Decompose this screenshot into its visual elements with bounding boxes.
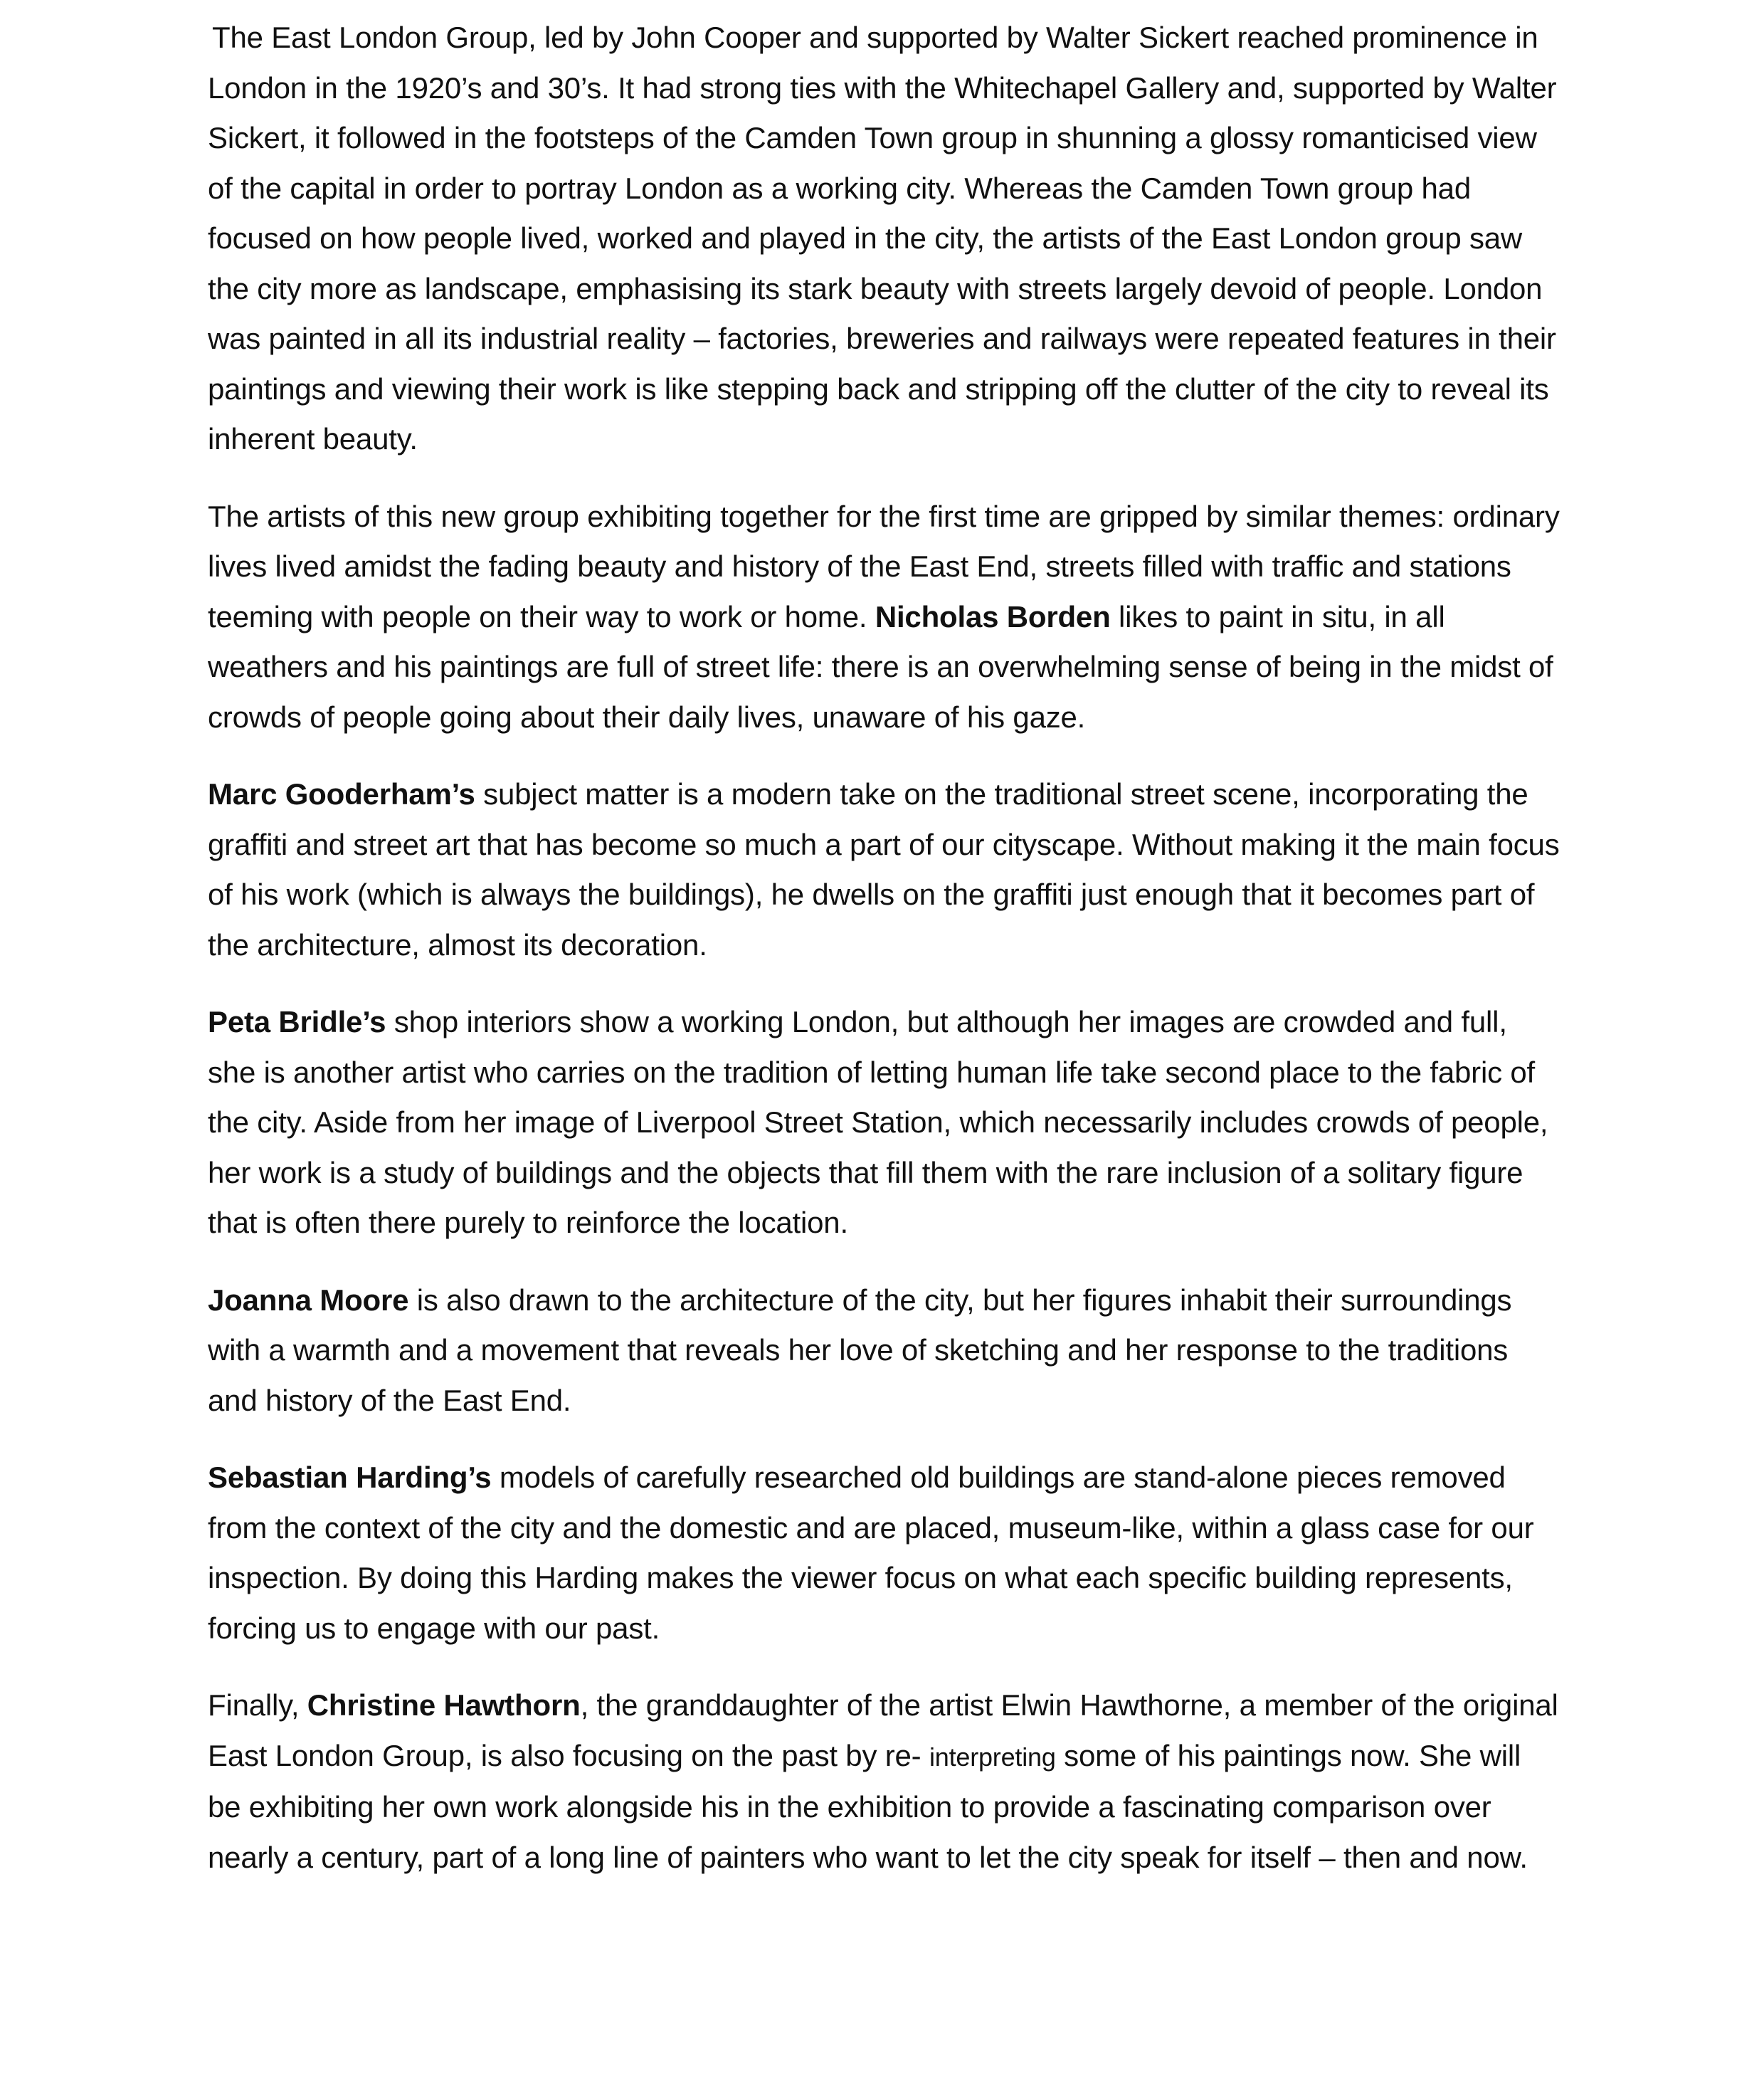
artist-name-nicholas-borden: Nicholas Borden bbox=[875, 599, 1111, 633]
paragraph-text: , the granddaughter of the artist Elwin Hawthorne, a member of the original East London Group, is also focusing on the past by re- bbox=[208, 1688, 1558, 1772]
paragraph-text: The East London Group, led by John Cooper and supported by Walter Sickert reached prominence in London in the 1920’s and 30’s. It had strong ties with the Whitechapel Gallery and, supported by Walter Sickert, it followed in the footsteps of the Camden Town group in shunning a glossy romanticised view of the capital in order to portray London as a working city. Whereas the Camden Town group had focused on how people lived, worked and played in the city, the artists of the East London group saw the city more as landscape, emphasising its stark beauty with streets largely devoid of people. London was painted in all its industrial reality – factories, breweries and railways were repeated features in their paintings and viewing their work is like stepping back and stripping off the clutter of the city to reveal its inherent beauty. bbox=[208, 21, 1557, 456]
document-page bbox=[208, 13, 1560, 1910]
condensed-word: interpreting bbox=[929, 1742, 1056, 1772]
artist-name-christine-hawthorn: Christine Hawthorn bbox=[307, 1688, 581, 1722]
paragraph-text: shop interiors show a working London, but although her images are crowded and full, she is another artist who carries on the tradition of letting human life take second place to the fabric of the city. Aside from her image of Liverpool Street Station, which necessarily includes crowds of people, her work is a study of buildings and the objects that fill them with the rare inclusion of a solitary figure that is often there purely to reinforce the location. bbox=[208, 1005, 1548, 1239]
paragraph-text: The artists of this new group exhibiting together for the first time are gripped by similar themes: ordinary lives lived amidst the fading beauty and history of the East End, streets filled with traffic and stations teeming with people on their way to work or home. bbox=[208, 499, 1560, 633]
paragraph-peta-bridle bbox=[208, 997, 1560, 1248]
artist-name-marc-gooderham: Marc Gooderham’s bbox=[208, 777, 475, 811]
paragraph-east-london-group bbox=[208, 13, 1560, 465]
paragraph-new-group bbox=[208, 492, 1560, 743]
paragraph-text: likes to paint in situ, in all weathers and his paintings are full of street life: there is an overwhelming sense of being in the midst of crowds of people going about their daily lives, unaware of his gaze. bbox=[208, 599, 1553, 734]
paragraph-text: Finally, bbox=[208, 1688, 307, 1722]
artist-name-joanna-moore: Joanna Moore bbox=[208, 1283, 409, 1317]
paragraph-text: models of carefully researched old buildings are stand-alone pieces removed from the context of the city and the domestic and are placed, museum-like, within a glass case for our inspection. By doing this Harding makes the viewer focus on what each specific building represents, forcing us to engage with our past. bbox=[208, 1461, 1534, 1645]
paragraph-sebastian-harding bbox=[208, 1453, 1560, 1653]
paragraph-text: subject matter is a modern take on the traditional street scene, incorporating the graffiti and street art that has become so much a part of our cityscape. Without making it the main focus of his work (which is always the buildings), he dwells on the graffiti just enough that it becomes part of the architecture, almost its decoration. bbox=[208, 777, 1560, 962]
paragraph-text: some of his paintings now. She will be exhibiting her own work alongside his in the exhibition to provide a fascinating comparison over nearly a century, part of a long line of painters who want to let the city speak for itself – then and now. bbox=[208, 1738, 1528, 1874]
paragraph-marc-gooderham bbox=[208, 769, 1560, 970]
paragraph-christine-hawthorn bbox=[208, 1680, 1560, 1883]
artist-name-peta-bridle: Peta Bridle’s bbox=[208, 1005, 386, 1038]
paragraph-text: is also drawn to the architecture of the city, but her figures inhabit their surroundings with a warmth and a movement that reveals her love of sketching and her response to the traditions and history of the East End. bbox=[208, 1283, 1512, 1417]
paragraph-joanna-moore bbox=[208, 1275, 1560, 1426]
artist-name-sebastian-harding: Sebastian Harding’s bbox=[208, 1461, 492, 1494]
